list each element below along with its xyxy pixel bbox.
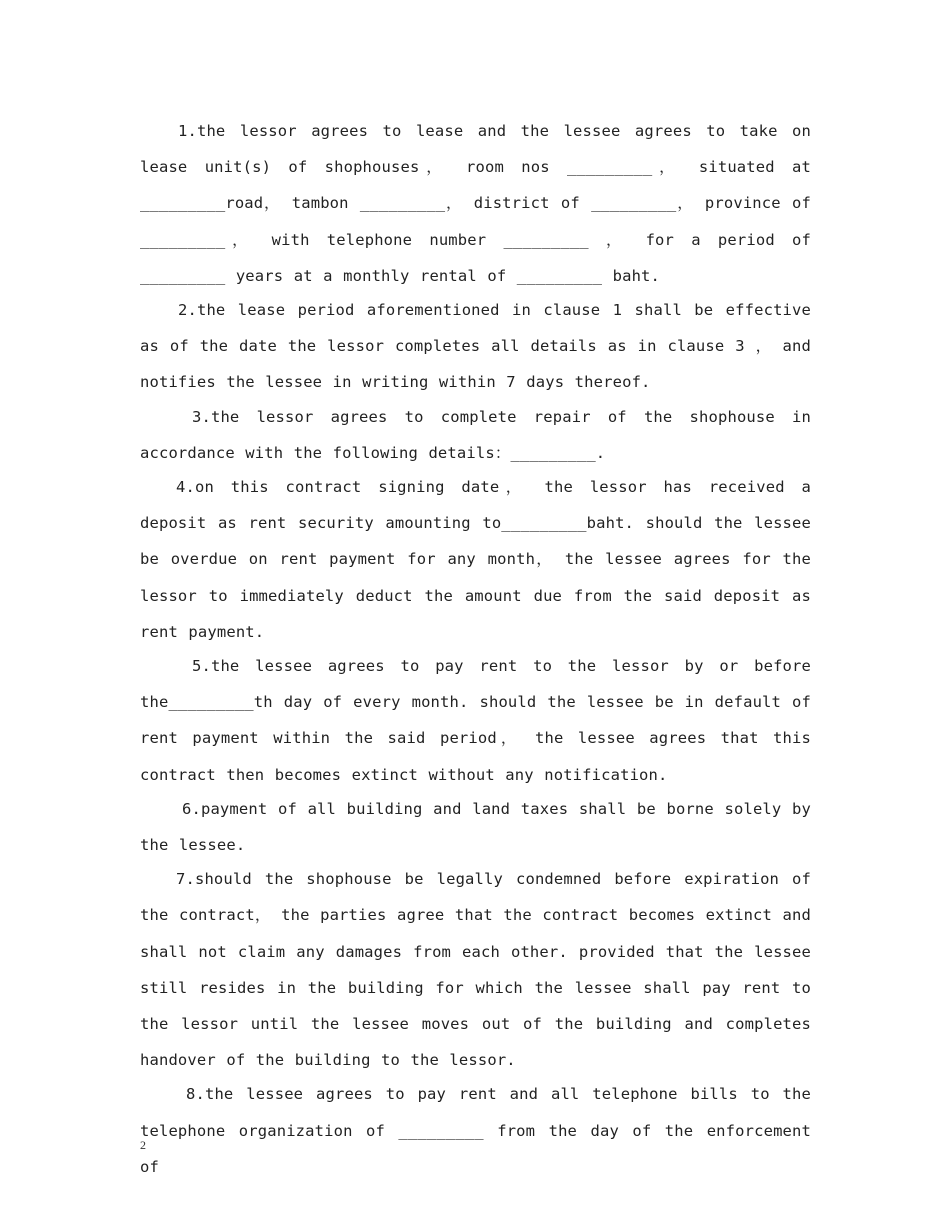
- clause-text: the lessor agrees to complete repair of the shophouse in accordance with the following details：_________.: [140, 407, 811, 462]
- clause-text: the lessee agrees to pay rent and all telephone bills to the telephone organization of _________ from the day of the enforcement of: [140, 1085, 811, 1176]
- clause-text: the lessor agrees to lease and the lessee agrees to take on lease unit(s) of shophouses， room nos _________， situated at _________road， tambon _________， district of _________， province of _________， with telephone number _________ ， for a period of _________ years at a monthly rental of _________ baht.: [140, 122, 811, 285]
- clause-1: [140, 113, 811, 294]
- clause-text: the lessee agrees to pay rent to the lessor by or before the_________th day of every month. should the lessee be in default of rent payment within the said period， the lessee agrees that this contract then becomes extinct without any notification.: [140, 657, 811, 784]
- clause-number: 2.: [178, 301, 197, 320]
- clause-2: [140, 292, 811, 401]
- clause-3: [140, 399, 811, 471]
- clause-5: [140, 648, 811, 793]
- clause-text: on this contract signing date， the lessor has received a deposit as rent security amounting to_________baht. should the lessee be overdue on rent payment for any month， the lessee agrees for the lessor to immediately deduct the amount due from the said deposit as rent payment.: [140, 478, 811, 641]
- clause-number: 8.: [186, 1085, 205, 1104]
- contract-body: [140, 113, 811, 1183]
- clause-4: [140, 469, 811, 650]
- clause-text: payment of all building and land taxes shall be borne solely by the lessee.: [140, 799, 811, 855]
- clause-text: the lease period aforementioned in clause 1 shall be effective as of the date the lessor completes all details as in clause 3 ， and notifies the lessee in writing within 7 days thereof.: [140, 301, 811, 392]
- page-number: 2: [140, 1138, 146, 1152]
- clause-text: should the shophouse be legally condemned before expiration of the contract， the parties agree that the contract becomes extinct and shall not claim any damages from each other. provided that the lessee still resides in the building for which the lessee shall pay rent to the lessor until the lessee moves out of the building and completes handover of the building to the lessor.: [140, 870, 811, 1070]
- clause-number: 6.: [182, 799, 201, 818]
- clause-number: 1.: [178, 122, 197, 140]
- clause-number: 5.: [192, 657, 211, 676]
- clause-7: [140, 861, 811, 1078]
- clause-number: 4.: [176, 478, 195, 497]
- clause-number: 7.: [176, 870, 195, 889]
- clause-8: [140, 1076, 811, 1185]
- clause-number: 3.: [192, 407, 211, 426]
- clause-6: [140, 791, 811, 863]
